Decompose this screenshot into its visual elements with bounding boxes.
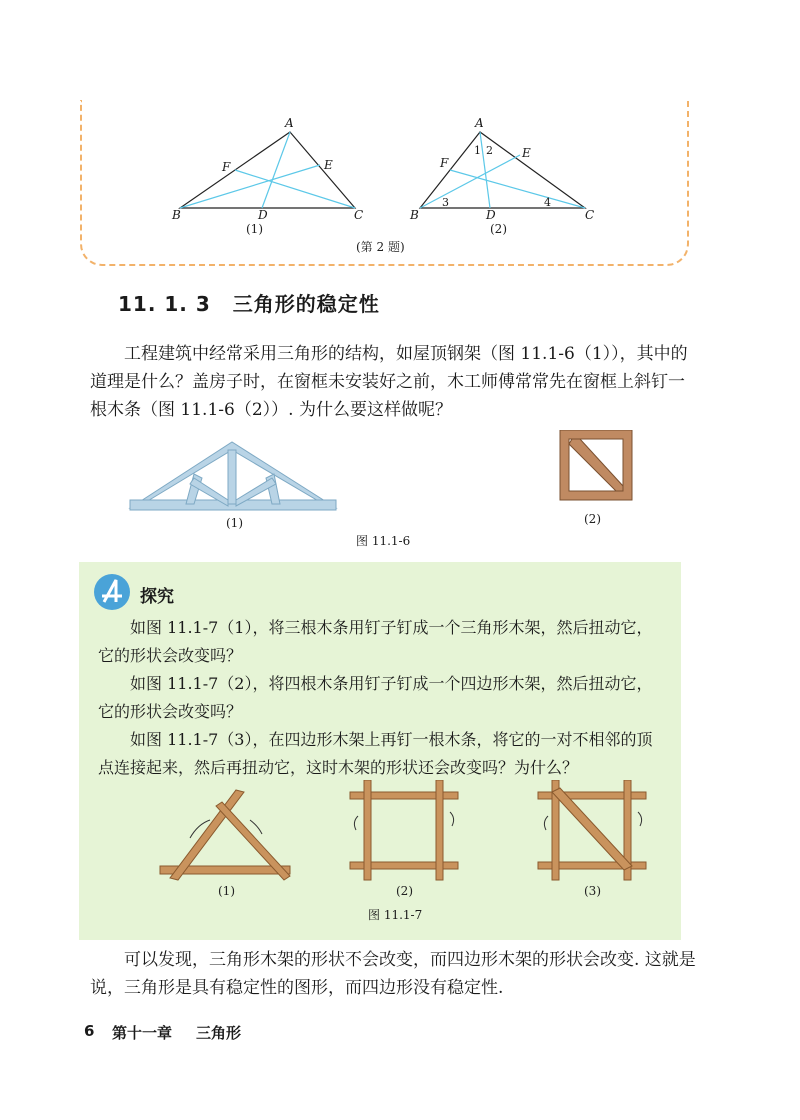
explore-paragraph-2: 如图 11.1-7（2），将四根木条用钉子钉成一个四边形木架，然后扭动它，它的形状会改变吗？ bbox=[98, 674, 653, 721]
point-a-1: A bbox=[285, 116, 294, 130]
exercise-sub1-label: (1) bbox=[246, 222, 263, 236]
point-f-2: F bbox=[440, 156, 449, 170]
window-frame-illustration bbox=[560, 430, 632, 500]
figure-11-1-6-caption: 图 11.1-6 bbox=[356, 534, 411, 548]
intro-paragraph: 工程建筑中经常采用三角形的结构，如屋顶钢架（图 11.1-6（1）），其中的道理是什么？盖房子时，在窗框未安装好之前，木工师傅常常先在窗框上斜钉一根木条（图 11.1-6（2））. 为什么要这样做呢？ bbox=[90, 344, 688, 420]
roof-truss-illustration bbox=[130, 442, 336, 510]
explore-paragraph-3: 如图 11.1-7（3），在四边形木架上再钉一根木条，将它的一对不相邻的顶点连接起来，然后再扭动它，这时木架的形状还会改变吗？为什么？ bbox=[98, 730, 653, 777]
point-c-2: C bbox=[585, 208, 595, 222]
exercise-caption: (第 2 题) bbox=[356, 240, 405, 254]
point-d-1: D bbox=[258, 208, 268, 222]
braced-quadrilateral-wood-frame bbox=[538, 780, 646, 880]
angle-3-label: 3 bbox=[442, 196, 449, 209]
page-number: 6 bbox=[84, 1022, 95, 1040]
footer-chapter-title: 三角形 bbox=[196, 1024, 242, 1042]
bisector-be-2 bbox=[420, 155, 520, 208]
figure-11-1-7 bbox=[0, 780, 800, 890]
point-f-1: F bbox=[222, 160, 231, 174]
explore-title: 探究 bbox=[140, 587, 174, 607]
conclusion-paragraph: 可以发现，三角形木架的形状不会改变，而四边形木架的形状会改变. 这就是说，三角形是具有稳定性的图形，而四边形没有稳定性. bbox=[90, 950, 696, 998]
median-cf-1 bbox=[235, 170, 355, 208]
section-title: 三角形的稳定性 bbox=[232, 292, 380, 316]
figure-11-1-7-caption: 图 11.1-7 bbox=[368, 908, 423, 922]
angle-4-label: 4 bbox=[544, 196, 551, 209]
exercise-sub2-label: (2) bbox=[490, 222, 507, 236]
point-b-2: B bbox=[410, 208, 419, 222]
section-heading bbox=[118, 288, 402, 317]
point-c-1: C bbox=[354, 208, 364, 222]
footer-chapter: 第十一章 bbox=[112, 1024, 173, 1042]
point-d-2: D bbox=[486, 208, 496, 222]
point-e-1: E bbox=[324, 158, 333, 172]
figure-11-1-6-sub1-label: (1) bbox=[226, 516, 243, 530]
figure-11-1-7-sub1-label: (1) bbox=[218, 884, 235, 898]
quadrilateral-wood-frame bbox=[350, 780, 458, 880]
figure-11-1-7-sub3-label: (3) bbox=[584, 884, 601, 898]
figure-11-1-7-sub2-label: (2) bbox=[396, 884, 413, 898]
point-b-1: B bbox=[172, 208, 181, 222]
angle-2-label: 2 bbox=[486, 144, 493, 157]
bisector-cf-2 bbox=[450, 170, 585, 208]
section-number: 11. 1. 3 bbox=[118, 292, 211, 316]
triangle-wood-frame bbox=[160, 790, 290, 880]
median-be-1 bbox=[180, 165, 320, 208]
median-ad-1 bbox=[262, 132, 290, 208]
angle-1-label: 1 bbox=[474, 144, 481, 157]
explore-icon bbox=[92, 572, 132, 612]
figure-11-1-6-sub2-label: (2) bbox=[584, 512, 601, 526]
point-e-2: E bbox=[522, 146, 531, 160]
point-a-2: A bbox=[475, 116, 484, 130]
explore-paragraph-1: 如图 11.1-7（1），将三根木条用钉子钉成一个三角形木架，然后扭动它，它的形状会改变吗？ bbox=[98, 618, 653, 665]
figure-11-1-6 bbox=[0, 430, 800, 530]
